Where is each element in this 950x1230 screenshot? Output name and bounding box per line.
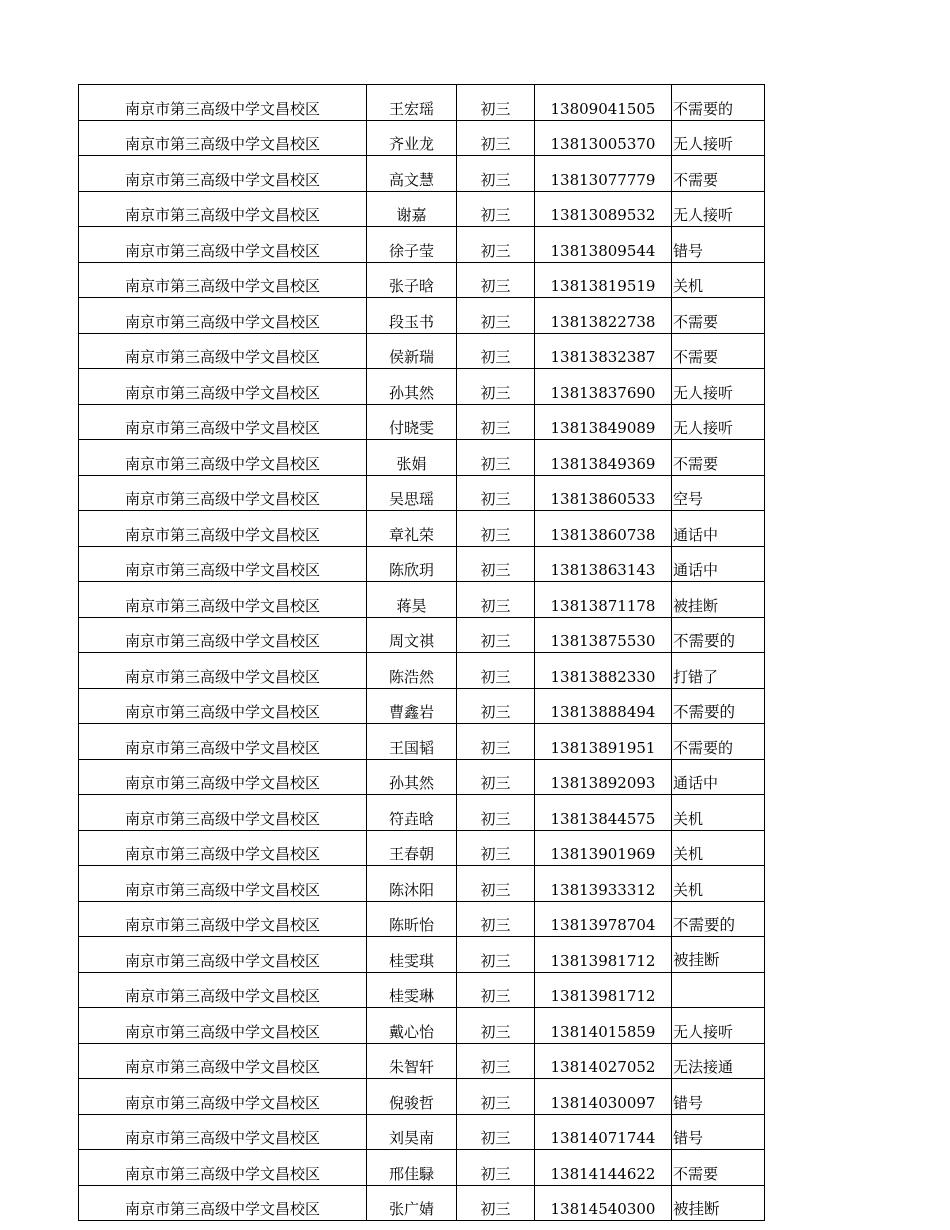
grade-cell: 初三: [457, 191, 535, 227]
school-cell: 南京市第三高级中学文昌校区: [79, 972, 367, 1008]
grade-cell: 初三: [457, 546, 535, 582]
school-cell: 南京市第三高级中学文昌校区: [79, 333, 367, 369]
call-status-cell: 错号: [672, 227, 765, 263]
phone-cell: 13813978704: [535, 901, 672, 937]
phone-cell: 13813882330: [535, 653, 672, 689]
grade-cell: 初三: [457, 511, 535, 547]
school-cell: 南京市第三高级中学文昌校区: [79, 156, 367, 192]
call-status-cell: 无人接听: [672, 369, 765, 405]
school-cell: 南京市第三高级中学文昌校区: [79, 1185, 367, 1221]
call-status-cell: 不需要: [672, 440, 765, 476]
grade-cell: 初三: [457, 404, 535, 440]
school-cell: 南京市第三高级中学文昌校区: [79, 724, 367, 760]
school-cell: 南京市第三高级中学文昌校区: [79, 866, 367, 902]
table-row: [79, 333, 765, 369]
school-cell: 南京市第三高级中学文昌校区: [79, 1150, 367, 1186]
grade-cell: 初三: [457, 617, 535, 653]
call-status-cell: 被挂断: [672, 937, 765, 973]
call-status-cell: 不需要的: [672, 85, 765, 121]
phone-cell: 13813860533: [535, 475, 672, 511]
phone-cell: 13814015859: [535, 1008, 672, 1044]
school-cell: 南京市第三高级中学文昌校区: [79, 511, 367, 547]
grade-cell: 初三: [457, 262, 535, 298]
student-name-cell: 刘昊南: [367, 1114, 457, 1150]
school-cell: 南京市第三高级中学文昌校区: [79, 546, 367, 582]
call-status-cell: 无人接听: [672, 1008, 765, 1044]
call-status-cell: 关机: [672, 262, 765, 298]
call-status-cell: 无人接听: [672, 120, 765, 156]
grade-cell: 初三: [457, 333, 535, 369]
school-cell: 南京市第三高级中学文昌校区: [79, 759, 367, 795]
table-row: [79, 759, 765, 795]
table-row: [79, 546, 765, 582]
school-cell: 南京市第三高级中学文昌校区: [79, 369, 367, 405]
call-status-cell: 无人接听: [672, 404, 765, 440]
call-status-cell: 不需要: [672, 156, 765, 192]
student-name-cell: 张子晗: [367, 262, 457, 298]
phone-cell: 13813891951: [535, 724, 672, 760]
phone-cell: 13813089532: [535, 191, 672, 227]
table-row: [79, 262, 765, 298]
table-row: [79, 582, 765, 618]
phone-cell: 13813892093: [535, 759, 672, 795]
grade-cell: 初三: [457, 795, 535, 831]
school-cell: 南京市第三高级中学文昌校区: [79, 475, 367, 511]
table-row: [79, 298, 765, 334]
school-cell: 南京市第三高级中学文昌校区: [79, 1043, 367, 1079]
table-row: [79, 369, 765, 405]
contact-table: [78, 84, 765, 1221]
school-cell: 南京市第三高级中学文昌校区: [79, 262, 367, 298]
grade-cell: 初三: [457, 901, 535, 937]
table-row: [79, 404, 765, 440]
grade-cell: 初三: [457, 1150, 535, 1186]
call-status-cell: 不需要: [672, 298, 765, 334]
school-cell: 南京市第三高级中学文昌校区: [79, 688, 367, 724]
grade-cell: 初三: [457, 582, 535, 618]
call-status-cell: 关机: [672, 795, 765, 831]
grade-cell: 初三: [457, 1079, 535, 1115]
student-name-cell: 谢嘉: [367, 191, 457, 227]
phone-cell: 13814030097: [535, 1079, 672, 1115]
grade-cell: 初三: [457, 830, 535, 866]
phone-cell: 13813822738: [535, 298, 672, 334]
call-status-cell: 错号: [672, 1079, 765, 1115]
table-row: [79, 120, 765, 156]
phone-cell: 13813933312: [535, 866, 672, 902]
grade-cell: 初三: [457, 1008, 535, 1044]
grade-cell: 初三: [457, 972, 535, 1008]
table-row: [79, 227, 765, 263]
grade-cell: 初三: [457, 227, 535, 263]
phone-cell: 13813849369: [535, 440, 672, 476]
school-cell: 南京市第三高级中学文昌校区: [79, 795, 367, 831]
student-name-cell: 陈欣玥: [367, 546, 457, 582]
table-row: [79, 1043, 765, 1079]
phone-cell: 13814144622: [535, 1150, 672, 1186]
student-name-cell: 蒋昊: [367, 582, 457, 618]
school-cell: 南京市第三高级中学文昌校区: [79, 937, 367, 973]
table-row: [79, 1150, 765, 1186]
student-name-cell: 张娟: [367, 440, 457, 476]
call-status-cell: 通话中: [672, 511, 765, 547]
student-name-cell: 高文慧: [367, 156, 457, 192]
school-cell: 南京市第三高级中学文昌校区: [79, 1079, 367, 1115]
student-name-cell: 桂雯琪: [367, 937, 457, 973]
table-row: [79, 617, 765, 653]
call-status-cell: 关机: [672, 830, 765, 866]
call-status-cell: 不需要: [672, 1150, 765, 1186]
table-row: [79, 511, 765, 547]
table-row: [79, 972, 765, 1008]
student-name-cell: 符垚晗: [367, 795, 457, 831]
phone-cell: 13814071744: [535, 1114, 672, 1150]
grade-cell: 初三: [457, 1043, 535, 1079]
table-row: [79, 191, 765, 227]
student-name-cell: 孙其然: [367, 759, 457, 795]
table-row: [79, 1079, 765, 1115]
table-row: [79, 1114, 765, 1150]
school-cell: 南京市第三高级中学文昌校区: [79, 582, 367, 618]
student-name-cell: 陈沐阳: [367, 866, 457, 902]
call-status-cell: 不需要的: [672, 724, 765, 760]
call-status-cell: 无人接听: [672, 191, 765, 227]
call-status-cell: 关机: [672, 866, 765, 902]
phone-cell: 13813837690: [535, 369, 672, 405]
school-cell: 南京市第三高级中学文昌校区: [79, 120, 367, 156]
call-status-cell: 通话中: [672, 759, 765, 795]
student-name-cell: 付晓雯: [367, 404, 457, 440]
grade-cell: 初三: [457, 688, 535, 724]
phone-cell: 13809041505: [535, 85, 672, 121]
school-cell: 南京市第三高级中学文昌校区: [79, 830, 367, 866]
call-status-cell: 被挂断: [672, 582, 765, 618]
school-cell: 南京市第三高级中学文昌校区: [79, 1008, 367, 1044]
student-name-cell: 王国韬: [367, 724, 457, 760]
school-cell: 南京市第三高级中学文昌校区: [79, 901, 367, 937]
student-name-cell: 张广婧: [367, 1185, 457, 1221]
call-status-cell: 打错了: [672, 653, 765, 689]
student-name-cell: 徐子莹: [367, 227, 457, 263]
grade-cell: 初三: [457, 475, 535, 511]
phone-cell: 13813844575: [535, 795, 672, 831]
table-row: [79, 724, 765, 760]
phone-cell: 13814540300: [535, 1185, 672, 1221]
table-row: [79, 901, 765, 937]
phone-cell: 13813863143: [535, 546, 672, 582]
student-name-cell: 王春朝: [367, 830, 457, 866]
school-cell: 南京市第三高级中学文昌校区: [79, 298, 367, 334]
student-name-cell: 倪骏哲: [367, 1079, 457, 1115]
student-name-cell: 孙其然: [367, 369, 457, 405]
call-status-cell: 不需要: [672, 333, 765, 369]
call-status-cell: 不需要的: [672, 688, 765, 724]
school-cell: 南京市第三高级中学文昌校区: [79, 227, 367, 263]
call-status-cell: 通话中: [672, 546, 765, 582]
student-name-cell: 侯新瑞: [367, 333, 457, 369]
phone-cell: 13813981712: [535, 972, 672, 1008]
contact-table-body: [79, 85, 765, 1221]
grade-cell: 初三: [457, 85, 535, 121]
table-row: [79, 653, 765, 689]
student-name-cell: 朱智轩: [367, 1043, 457, 1079]
grade-cell: 初三: [457, 759, 535, 795]
student-name-cell: 桂雯琳: [367, 972, 457, 1008]
call-status-cell: [672, 972, 765, 1008]
table-row: [79, 688, 765, 724]
call-status-cell: 空号: [672, 475, 765, 511]
grade-cell: 初三: [457, 866, 535, 902]
phone-cell: 13814027052: [535, 1043, 672, 1079]
student-name-cell: 邢佳騄: [367, 1150, 457, 1186]
phone-cell: 13813005370: [535, 120, 672, 156]
phone-cell: 13813888494: [535, 688, 672, 724]
student-name-cell: 陈昕怡: [367, 901, 457, 937]
student-name-cell: 王宏瑶: [367, 85, 457, 121]
school-cell: 南京市第三高级中学文昌校区: [79, 404, 367, 440]
phone-cell: 13813849089: [535, 404, 672, 440]
table-row: [79, 795, 765, 831]
table-row: [79, 156, 765, 192]
student-name-cell: 段玉书: [367, 298, 457, 334]
table-row: [79, 830, 765, 866]
table-row: [79, 475, 765, 511]
phone-cell: 13813981712: [535, 937, 672, 973]
phone-cell: 13813077779: [535, 156, 672, 192]
grade-cell: 初三: [457, 156, 535, 192]
grade-cell: 初三: [457, 653, 535, 689]
call-status-cell: 错号: [672, 1114, 765, 1150]
grade-cell: 初三: [457, 1185, 535, 1221]
phone-cell: 13813901969: [535, 830, 672, 866]
student-name-cell: 戴心怡: [367, 1008, 457, 1044]
school-cell: 南京市第三高级中学文昌校区: [79, 653, 367, 689]
student-name-cell: 曹鑫岩: [367, 688, 457, 724]
call-status-cell: 无法接通: [672, 1043, 765, 1079]
grade-cell: 初三: [457, 120, 535, 156]
call-status-cell: 不需要的: [672, 901, 765, 937]
call-status-cell: 被挂断: [672, 1185, 765, 1221]
school-cell: 南京市第三高级中学文昌校区: [79, 191, 367, 227]
table-row: [79, 85, 765, 121]
grade-cell: 初三: [457, 1114, 535, 1150]
school-cell: 南京市第三高级中学文昌校区: [79, 440, 367, 476]
student-name-cell: 章礼荣: [367, 511, 457, 547]
phone-cell: 13813871178: [535, 582, 672, 618]
phone-cell: 13813875530: [535, 617, 672, 653]
table-row: [79, 866, 765, 902]
grade-cell: 初三: [457, 298, 535, 334]
phone-cell: 13813819519: [535, 262, 672, 298]
student-name-cell: 吴思瑶: [367, 475, 457, 511]
student-name-cell: 周文祺: [367, 617, 457, 653]
student-name-cell: 齐业龙: [367, 120, 457, 156]
table-row: [79, 440, 765, 476]
phone-cell: 13813809544: [535, 227, 672, 263]
school-cell: 南京市第三高级中学文昌校区: [79, 1114, 367, 1150]
grade-cell: 初三: [457, 440, 535, 476]
grade-cell: 初三: [457, 937, 535, 973]
phone-cell: 13813860738: [535, 511, 672, 547]
table-row: [79, 1008, 765, 1044]
phone-cell: 13813832387: [535, 333, 672, 369]
call-status-cell: 不需要的: [672, 617, 765, 653]
student-name-cell: 陈浩然: [367, 653, 457, 689]
table-row: [79, 937, 765, 973]
grade-cell: 初三: [457, 369, 535, 405]
table-row: [79, 1185, 765, 1221]
school-cell: 南京市第三高级中学文昌校区: [79, 85, 367, 121]
grade-cell: 初三: [457, 724, 535, 760]
school-cell: 南京市第三高级中学文昌校区: [79, 617, 367, 653]
